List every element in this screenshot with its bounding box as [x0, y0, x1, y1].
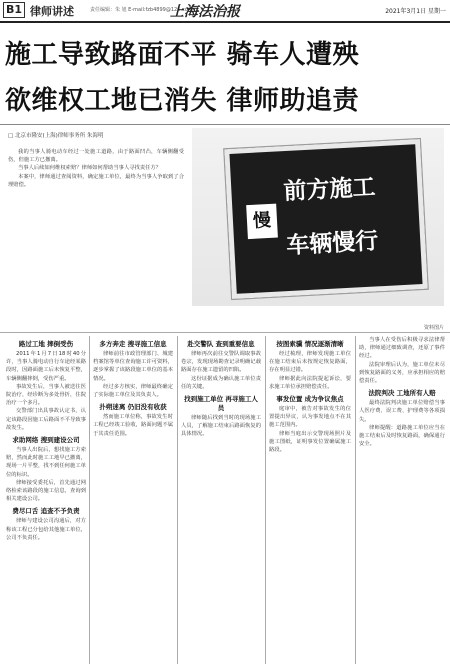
paragraph: 当事人在受伤后积极寻求法律帮助，律师通过细致调查，还原了事件经过。	[359, 337, 445, 360]
subheading: 费尽口舌 追查不予负责	[12, 507, 80, 516]
column-divider	[355, 336, 356, 664]
headline-rule	[0, 124, 450, 125]
lead-paragraph: 当事人后续如何维权索赔？律师如何帮助当事人寻找责任方？	[18, 165, 162, 172]
road-sign	[224, 139, 428, 299]
column-1	[6, 336, 86, 542]
paper-title: 上海法治报	[170, 4, 240, 20]
paragraph: 2011年1月7日18时40分许，当事人骑电动自行车途经某路段时，因路面施工后未恢复平整，车辆侧翻摔倒，受伤严重。	[6, 351, 86, 382]
subheading: 法院判决 工地所有人赔	[368, 389, 436, 398]
paragraph: 经过梳理，律师发现施工单位在施工结束后未按规定恢复路面，存在明显过错。	[269, 351, 351, 374]
masthead-rule	[0, 21, 450, 23]
column-divider	[177, 336, 178, 664]
paragraph: 然而施工单位称，事故发生时工程已经竣工验收，路面问题不属于其责任范围。	[93, 414, 173, 437]
paragraph: 律师当庭出示交警现场照片及施工图纸，证明事发位置确属施工路段。	[269, 430, 351, 454]
section-name: 律师讲述	[30, 5, 74, 18]
subheading: 求助网络 搜到建设公司	[12, 436, 80, 445]
paragraph: 律师再次前往交警队调取事故卷宗，发现现场勘查记录明确记载路面存在施工遗留的凹陷。	[181, 351, 261, 374]
paragraph: 律师与建设公司沟通后，对方称该工程已分包给其他施工单位，公司不负责任。	[6, 518, 86, 541]
sign-line-1: 前方施工	[282, 174, 377, 206]
paragraph: 律师接受委托后，首先通过网络检索该路段的施工信息，查询到相关建设公司。	[6, 479, 86, 503]
subheading: 找到施工单位 再寻施工人员	[184, 395, 258, 413]
subheading: 扑朔迷离 仍旧没有收获	[99, 403, 167, 412]
photo-credit: 资料图片	[423, 325, 444, 331]
body-rule	[0, 332, 450, 333]
editor-meta: 责任编辑：朱 旭 E-mail:fzb4899@126.com	[90, 7, 193, 13]
paragraph: 这份证据成为确认施工单位责任的关键。	[181, 375, 261, 390]
lead-block	[8, 148, 184, 189]
paragraph: 当事人出院后，想找施工方索赔，然而此时施工工地早已撤离，现场一片平整，找不到任何施工单位的标识。	[6, 447, 86, 478]
column-divider	[265, 336, 266, 664]
column-4	[269, 336, 351, 454]
paragraph: 律师随后找到当时的现场施工人员，了解施工结束后路面恢复的具体情况。	[181, 415, 261, 438]
paragraph: 经过多方核实，律师最终确定了实际施工单位及其负责人。	[93, 383, 173, 399]
paragraph: 事故发生后，当事人被送往医院治疗，经诊断为多处骨折，住院治疗一个多月。	[6, 383, 86, 407]
subheading: 多方奔走 搜寻施工信息	[99, 340, 167, 348]
paragraph: 律师据此向法院提起诉讼，要求施工单位承担赔偿责任。	[269, 375, 351, 390]
column-2	[93, 336, 173, 438]
paragraph: 法院审理后认为，施工单位未尽到恢复路面的义务，应承担相应的赔偿责任。	[359, 361, 445, 385]
headline-line-2: 欲维权工地已消失 律师助追责	[5, 86, 360, 116]
paragraph: 律师前往市政管理部门、城建档案馆等单位查询施工许可资料，逐步掌握了该路段施工单位的基本情况。	[93, 351, 173, 382]
subheading: 路过工地 摔倒受伤	[18, 340, 74, 348]
byline: □ 北京市隆安(上海)律师事务所 朱海明	[8, 133, 104, 139]
column-divider	[89, 336, 90, 664]
sign-line-2: 车辆慢行	[285, 228, 379, 260]
subheading: 事发位置 成为争议焦点	[276, 395, 344, 404]
column-3	[181, 336, 261, 439]
paragraph: 律师提醒：道路施工单位应当在施工结束后及时恢复路面，确保通行安全。	[359, 424, 445, 448]
lead-paragraph: 我的当事人骑电动车经过一处施工道路，由于路面凹凸，车辆侧翻受伤，但施工方已撤离。	[8, 149, 184, 164]
issue-date: 2021年3月1日 星期一	[385, 8, 446, 15]
slow-badge: 慢	[246, 204, 278, 240]
construction-sign-photo	[192, 128, 444, 306]
masthead	[0, 0, 450, 22]
paragraph: 最终法院判决施工单位赔偿当事人医疗费、误工费、护理费等各项损失。	[359, 400, 445, 423]
subheading: 按图索骥 情况逐渐清晰	[276, 340, 344, 348]
lead-paragraph: 本案中，律师通过查阅资料，确定施工单位，最终为当事人争取到了合理赔偿。	[8, 173, 184, 188]
subheading: 赴交警队 查到重要信息	[187, 340, 255, 348]
page-badge: B1	[3, 2, 25, 18]
headline-line-1: 施工导致路面不平 骑车人遭殃	[5, 40, 360, 70]
paragraph: 交警部门出具事故认定书，认定该路段因施工后路面不平导致事故发生。	[6, 408, 86, 431]
paragraph: 庭审中，被告对事故发生的位置提出异议，认为事发地点不在其施工范围内。	[269, 406, 351, 429]
column-5	[359, 336, 445, 448]
